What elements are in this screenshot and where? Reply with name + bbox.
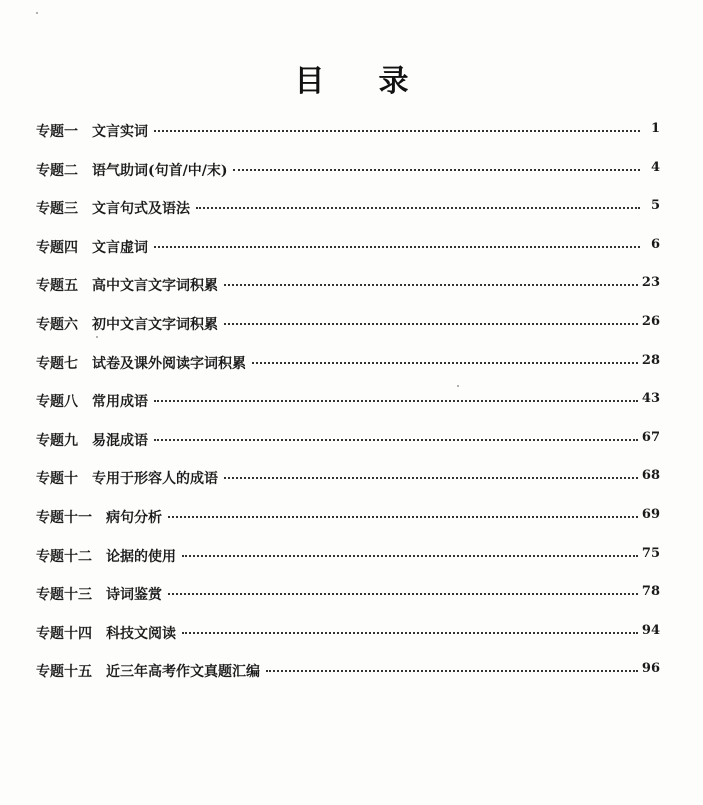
toc-topic-number: 专题五 — [36, 278, 78, 295]
toc-page-number: 6 — [650, 236, 660, 252]
toc-entry — [36, 507, 660, 546]
toc-topic-number: 专题一 — [36, 124, 78, 140]
toc-page-number: 94 — [641, 622, 660, 638]
scan-speck — [36, 12, 38, 14]
dot-leader — [154, 439, 638, 441]
toc-page-number: 1 — [650, 121, 660, 136]
toc-page-number: 28 — [641, 352, 660, 368]
dot-leader — [196, 207, 640, 209]
toc-page-number: 68 — [641, 468, 660, 484]
toc-topic-name: 专用于形容人的成语 — [92, 471, 218, 488]
scan-speck — [96, 336, 98, 338]
toc-page-number: 23 — [641, 275, 660, 291]
toc-topic-number: 专题十五 — [36, 664, 92, 681]
toc-entry — [36, 160, 660, 199]
toc-page-number: 96 — [641, 661, 660, 677]
toc-entry — [36, 353, 660, 392]
toc-entry — [36, 121, 660, 160]
toc-entry — [36, 198, 660, 237]
toc-entry — [36, 430, 660, 469]
toc-page-number: 69 — [641, 506, 660, 522]
toc-topic-name: 病句分析 — [106, 509, 162, 526]
toc-page-number: 78 — [641, 584, 660, 600]
toc-entry — [36, 623, 660, 662]
toc-topic-name: 文言虚词 — [92, 239, 148, 256]
toc-topic-number: 专题三 — [36, 201, 78, 218]
toc-page-number: 4 — [650, 159, 660, 175]
toc-topic-number: 专题六 — [36, 316, 78, 333]
dot-leader — [182, 555, 638, 557]
toc-topic-name: 近三年高考作文真题汇编 — [106, 664, 260, 681]
toc-topic-name: 易混成语 — [92, 432, 148, 449]
toc-topic-number: 专题二 — [36, 162, 78, 179]
toc-entry — [36, 661, 660, 700]
dot-leader — [224, 477, 638, 479]
toc-page-number: 5 — [650, 198, 660, 214]
toc-entry — [36, 391, 660, 430]
dot-leader — [168, 516, 638, 518]
toc-entry — [36, 314, 660, 353]
dot-leader — [168, 593, 638, 595]
toc-topic-number: 专题七 — [36, 355, 78, 372]
toc-topic-number: 专题八 — [36, 394, 78, 411]
toc-topic-name: 论据的使用 — [106, 548, 176, 565]
toc-topic-number: 专题九 — [36, 432, 78, 449]
dot-leader — [154, 400, 638, 402]
toc-page-number: 26 — [641, 313, 660, 329]
dot-leader — [224, 284, 638, 286]
toc-entry — [36, 237, 660, 276]
page-title: 目录 — [294, 64, 463, 99]
toc-topic-name: 科技文阅读 — [106, 625, 176, 642]
toc-topic-name: 试卷及课外阅读字词积累 — [92, 355, 246, 372]
dot-leader — [154, 130, 640, 132]
toc-entry — [36, 584, 660, 623]
dot-leader — [266, 670, 638, 672]
toc-topic-number: 专题四 — [36, 239, 78, 256]
dot-leader — [182, 632, 638, 634]
scan-speck — [457, 385, 459, 387]
toc-topic-name: 文言实词 — [92, 124, 148, 140]
dot-leader — [224, 323, 638, 325]
dot-leader — [233, 169, 640, 171]
toc-topic-number: 专题十 — [36, 471, 78, 488]
toc-topic-name: 初中文言文字词积累 — [92, 316, 218, 333]
toc-entry — [36, 546, 660, 585]
toc-topic-name: 文言句式及语法 — [92, 201, 190, 218]
toc-topic-name: 语气助词(句首/中/末) — [92, 162, 228, 179]
toc-page-number: 67 — [641, 429, 660, 445]
toc-topic-name: 诗词鉴赏 — [106, 587, 162, 604]
dot-leader — [252, 362, 638, 364]
toc-page-number: 75 — [641, 545, 660, 561]
dot-leader — [154, 246, 640, 248]
table-of-contents — [36, 121, 660, 700]
toc-topic-number: 专题十一 — [36, 509, 92, 526]
toc-topic-number: 专题十二 — [36, 548, 92, 565]
toc-topic-name: 高中文言文字词积累 — [92, 278, 218, 295]
toc-entry — [36, 468, 660, 507]
toc-page-number: 43 — [641, 391, 660, 407]
toc-entry — [36, 275, 660, 314]
toc-topic-name: 常用成语 — [92, 394, 148, 411]
toc-topic-number: 专题十四 — [36, 625, 92, 642]
toc-topic-number: 专题十三 — [36, 587, 92, 604]
